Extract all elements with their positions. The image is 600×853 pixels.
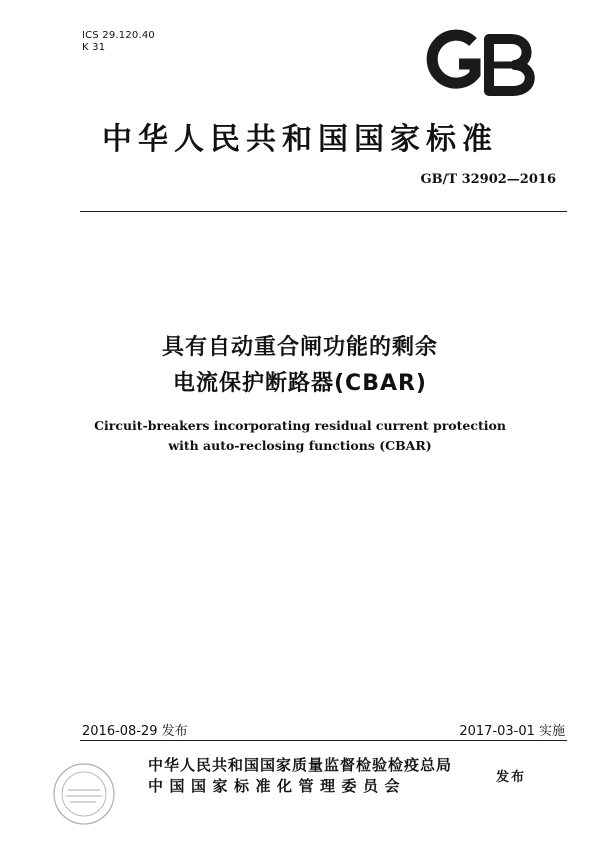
top-divider <box>80 211 567 212</box>
english-title-line2: with auto-reclosing functions (CBAR) <box>168 438 432 453</box>
standard-number: GB/T 32902—2016 <box>420 172 556 187</box>
issue-date: 2016-08-29 发布 <box>82 724 188 739</box>
english-title-line1: Circuit-breakers incorporating residual current protection <box>94 418 506 433</box>
issuer-line2: 中国国家标准化管理委员会 <box>148 777 407 795</box>
english-title <box>70 416 530 456</box>
implementation-date: 2017-03-01 实施 <box>459 724 565 739</box>
classification-codes <box>82 30 155 54</box>
bottom-divider <box>80 740 567 741</box>
chinese-title-line1: 具有自动重合闸功能的剩余 <box>161 335 438 360</box>
ccs-code: K 31 <box>82 42 106 53</box>
publish-label: 发布 <box>496 770 527 785</box>
ics-code: ICS 29.120.40 <box>82 30 155 41</box>
chinese-title-line2: 电流保护断路器(CBAR) <box>173 371 427 396</box>
seal-stamp-icon <box>48 758 120 830</box>
gb-logo <box>425 28 539 100</box>
national-standard-title: 中华人民共和国国家标准 <box>102 122 498 157</box>
chinese-title <box>80 330 520 402</box>
issuer-line1: 中华人民共和国国家质量监督检验检疫总局 <box>148 756 453 774</box>
